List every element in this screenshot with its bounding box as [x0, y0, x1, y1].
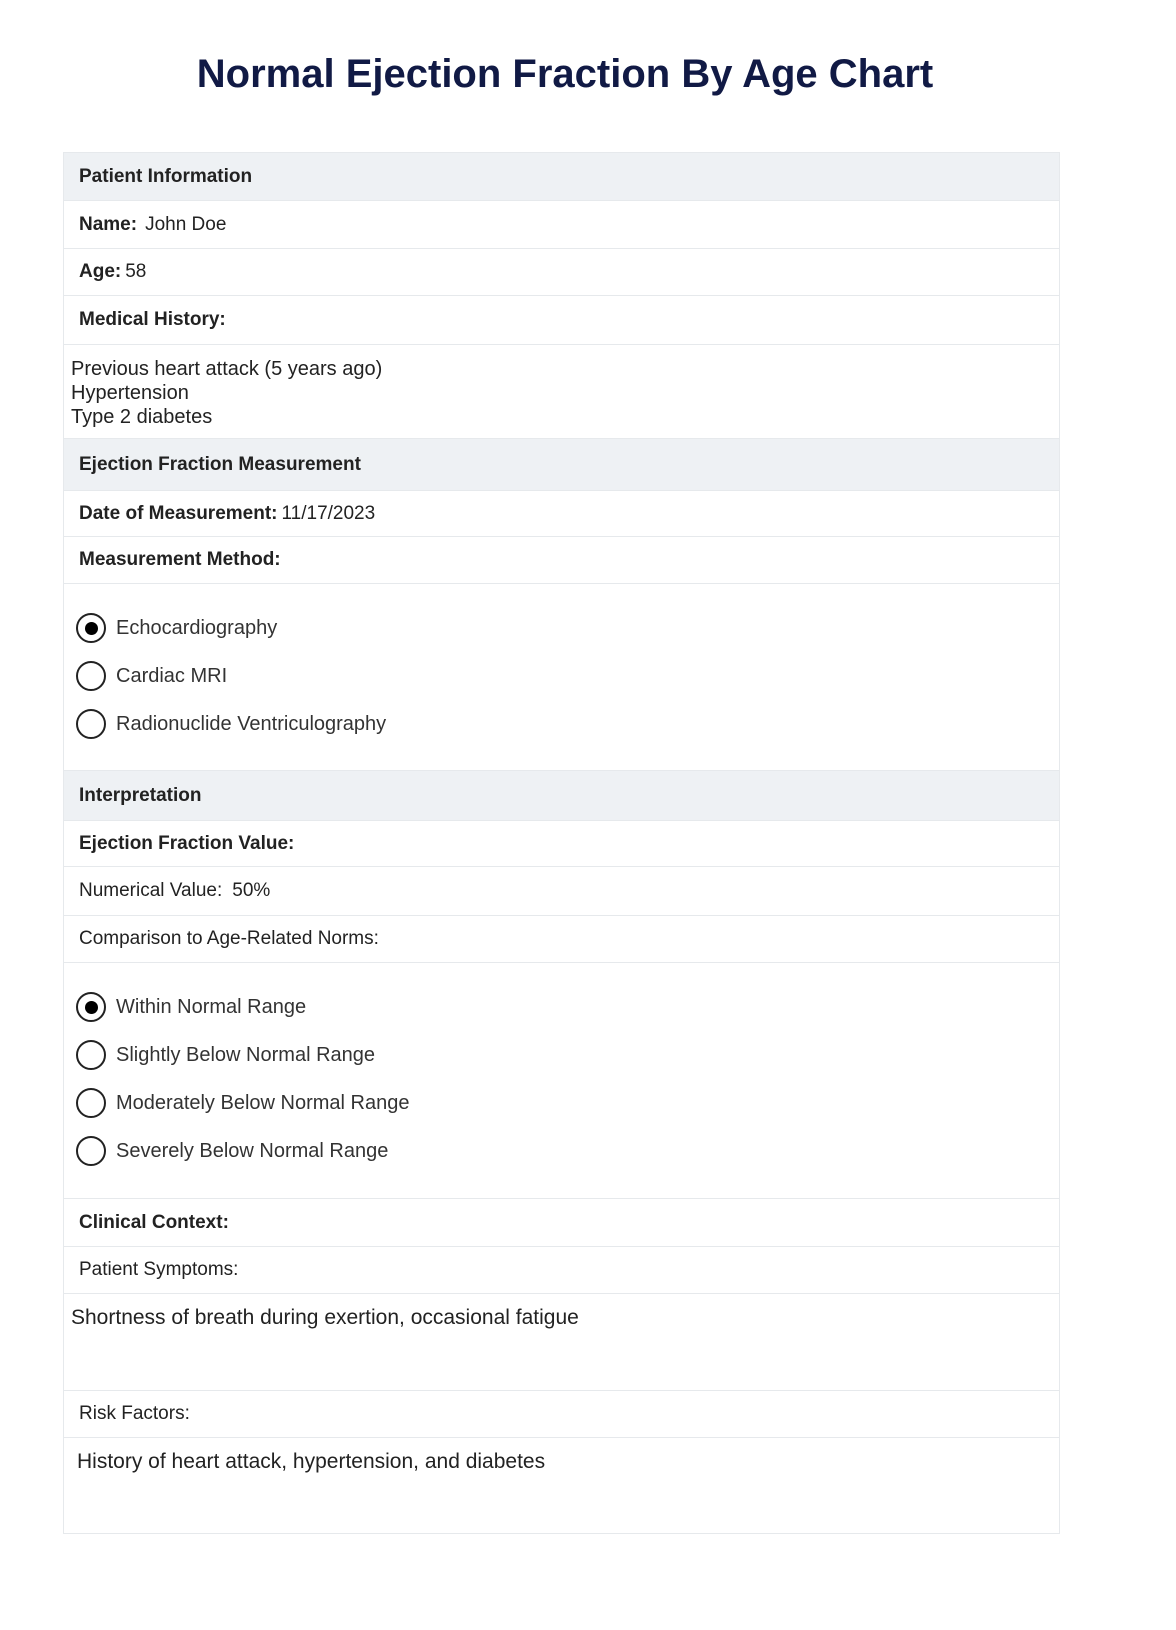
radio-unchecked-icon [76, 1040, 106, 1070]
date-row [64, 490, 1059, 536]
risk-label: Risk Factors: [79, 1403, 190, 1424]
section-header-patient: Patient Information [64, 152, 1059, 200]
ef-label-row [64, 820, 1059, 866]
radio-within-normal[interactable] [76, 983, 1059, 1031]
radio-checked-icon [76, 992, 106, 1022]
symptoms-value[interactable]: Shortness of breath during exertion, occasional fatigue [64, 1293, 1059, 1390]
date-label: Date of Measurement: [79, 502, 278, 524]
form-table [63, 152, 1060, 1534]
radio-unchecked-icon [76, 661, 106, 691]
comparison-label: Comparison to Age-Related Norms: [79, 928, 379, 949]
history-item: Previous heart attack (5 years ago) [71, 358, 383, 380]
risk-value[interactable]: History of heart attack, hypertension, and diabetes [64, 1437, 1059, 1533]
name-label: Name: [79, 213, 138, 235]
numeric-row [64, 866, 1059, 915]
radio-cardiac-mri[interactable] [76, 652, 1059, 700]
clinical-label-row [64, 1198, 1059, 1246]
radio-label: Within Normal Range [116, 995, 307, 1018]
history-item: Hypertension [71, 382, 189, 404]
numeric-value[interactable]: 50% [232, 880, 271, 901]
radio-unchecked-icon [76, 1136, 106, 1166]
clinical-label: Clinical Context: [79, 1211, 229, 1233]
history-label-row [64, 295, 1059, 344]
radio-label: Moderately Below Normal Range [116, 1091, 410, 1114]
risk-label-row [64, 1390, 1059, 1437]
radio-label: Severely Below Normal Range [116, 1139, 389, 1162]
numeric-label: Numerical Value: [79, 880, 223, 901]
history-label: Medical History: [79, 309, 226, 330]
radio-unchecked-icon [76, 1088, 106, 1118]
radio-moderately-below[interactable] [76, 1079, 1059, 1127]
radio-slightly-below[interactable] [76, 1031, 1059, 1079]
section-header-measurement: Ejection Fraction Measurement [64, 438, 1059, 490]
symptoms-label: Patient Symptoms: [79, 1259, 239, 1280]
history-value[interactable] [64, 344, 1059, 438]
method-label: Measurement Method: [79, 549, 281, 570]
radio-severely-below[interactable] [76, 1127, 1059, 1175]
comparison-radio-group [64, 962, 1059, 1198]
method-label-row [64, 536, 1059, 583]
ef-label: Ejection Fraction Value: [79, 832, 295, 854]
radio-echocardiography[interactable] [76, 604, 1059, 652]
section-header-interpretation: Interpretation [64, 770, 1059, 820]
radio-label: Radionuclide Ventriculography [116, 712, 387, 735]
comparison-label-row [64, 915, 1059, 962]
date-value[interactable]: 11/17/2023 [281, 502, 376, 524]
age-row [64, 248, 1059, 295]
radio-label: Cardiac MRI [116, 664, 228, 687]
method-radio-group [64, 583, 1059, 770]
name-value[interactable]: John Doe [145, 213, 227, 235]
radio-label: Echocardiography [116, 616, 278, 639]
radio-radionuclide[interactable] [76, 700, 1059, 748]
radio-unchecked-icon [76, 709, 106, 739]
radio-label: Slightly Below Normal Range [116, 1043, 376, 1066]
name-row [64, 200, 1059, 248]
radio-checked-icon [76, 613, 106, 643]
symptoms-label-row [64, 1246, 1059, 1293]
history-item: Type 2 diabetes [71, 406, 213, 428]
page-title: Normal Ejection Fraction By Age Chart [196, 52, 934, 96]
age-value[interactable]: 58 [125, 261, 147, 282]
age-label: Age: [79, 261, 122, 282]
